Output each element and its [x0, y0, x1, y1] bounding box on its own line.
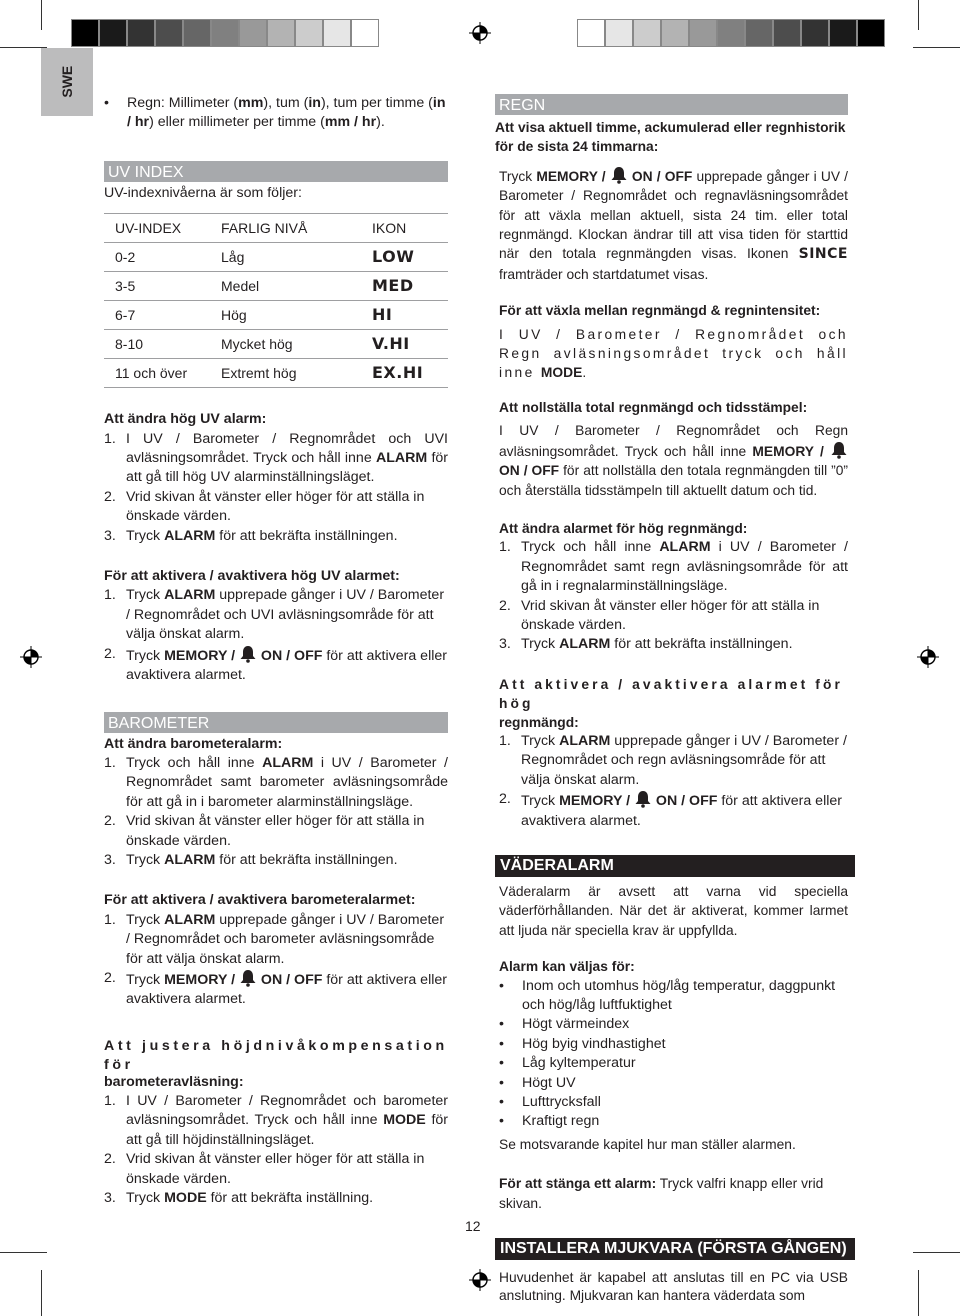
uv-index-table [104, 213, 448, 388]
table-row: 8-10 Mycket hög V.HI [104, 330, 448, 359]
registration-crosshair-icon [917, 646, 939, 668]
list-item: 2. Vrid skivan åt vänster eller höger för att ställa in önskade värden. [104, 1151, 425, 1187]
crop-mark [0, 1252, 47, 1253]
rain-switch-text: I UV / Barometer / Regnområdet och Regn avläsningsområdet tryck och håll inne MODE. [499, 326, 848, 381]
alarm-bell-icon [239, 969, 257, 987]
registration-crosshair-icon [469, 22, 491, 44]
uv-low-icon: LOW [372, 247, 415, 267]
uv-index-header: UV INDEX [104, 161, 448, 182]
registration-crosshair-icon [469, 1269, 491, 1291]
crop-mark [913, 1252, 960, 1253]
altitude-steps [104, 1092, 448, 1208]
altitude-title-line2: barometeravläsning: [104, 1073, 244, 1090]
right-column [495, 94, 848, 1304]
list-item: 2. Vrid skivan åt vänster eller höger för att ställa in önskade värden. [104, 488, 425, 525]
list-item: 1. Tryck ALARM upprepade gånger i UV / Barometer / Regnområdet och regn avläsningsområde för att välja önskat alarm. [499, 732, 847, 788]
table-row: 11 och över Extremt hög EX.HI [104, 359, 448, 388]
rain-toggle-steps [495, 732, 848, 831]
rain-reset-text: I UV / Barometer / Regnområdet och Regn avläsningsområdet. Tryck och håll inne MEMORY / ON / OFF för att nollställa den totala regnmängden till ”0” och återställa tidsstämpeln till aktuellt datum och tid. [499, 423, 848, 498]
weather-alarm-list-title: Alarm kan väljas för: [499, 959, 635, 975]
registration-crosshair-icon [20, 646, 42, 668]
crop-mark [41, 0, 42, 30]
uv-very-high-icon: V.HI [372, 334, 410, 354]
list-item: • Inom och utomhus hög/låg temperatur, daggpunkt och hög/låg luftfuktighet [499, 977, 836, 1014]
list-item: 1. Tryck ALARM upprepade gånger i UV / Barometer / Regnområdet och barometer avläsningsområde för att välja önskat alarm. [104, 911, 445, 967]
since-icon: SINCE [798, 246, 848, 263]
rain-view-paragraph: Tryck MEMORY / ON / OFF upprepade gånger i UV / Barometer / Regnområdet och regnavläsningsområdet för att växla mellan aktuell, sista 24 tim. eller total regnmängd. Klockan ändrar till att visa tiden för starttid när den totala regnmängden visas. Ikonen SINCE framträder och startdatumet visas. [495, 166, 848, 284]
list-item: 1. Tryck ALARM upprepade gånger i UV / Barometer / Regnområdet och UVI avläsningsområde för att välja önskat alarm. [104, 587, 445, 643]
rain-reset-title: Att nollställa total regnmängd och tidsstämpel: [499, 399, 808, 415]
crop-mark [0, 47, 47, 48]
list-item: 3. Tryck MODE för att bekräfta inställning. [104, 1190, 374, 1207]
barometer-header: BAROMETER [104, 712, 448, 733]
list-item: 1. Tryck och håll inne ALARM i UV / Barometer / Regnområdet samt barometer avläsningsområde för att gå in i barometer alarminställningsläge. [104, 754, 449, 810]
weather-alarm-list [495, 977, 848, 1132]
registration-color-bar-left [71, 19, 379, 47]
list-item: 2. Vrid skivan åt vänster eller höger för att ställa in önskade värden. [104, 813, 425, 849]
uv-extreme-icon: EX.HI [372, 363, 424, 383]
rain-toggle-title: Att aktivera / avaktivera alarmet för hög [499, 676, 843, 712]
crop-mark [918, 0, 919, 30]
uv-medium-icon: MED [372, 276, 414, 296]
barometer-toggle-steps [104, 911, 448, 1010]
alarm-bell-icon [634, 790, 652, 808]
list-item: 2. Tryck MEMORY / ON / OFF för att aktivera eller avaktivera alarmet. [104, 969, 447, 1008]
list-item: 1. I UV / Barometer / Regnområdet och UVI avläsningsområdet. Tryck och håll inne ALARM för att gå till hög UV alarminställningsläget. [104, 430, 449, 486]
barometer-alarm-steps [104, 754, 448, 870]
list-item: 2. Tryck MEMORY / ON / OFF för att aktivera eller avaktivera alarmet. [104, 645, 447, 684]
crop-mark [913, 47, 960, 48]
table-header-row: UV-INDEX FARLIG NIVÅ IKON [104, 214, 448, 243]
list-item: 1. Tryck och håll inne ALARM i UV / Barometer / Regnområdet samt regn avläsningsområde för att gå in i regnalarminställningsläge. [499, 539, 848, 595]
weather-alarm-intro: Väderalarm är avsett att varna vid speciella väderförhållanden. När det är aktiverat, kommer larmet att ljuda när speciella krav är uppfyllda. [499, 884, 848, 938]
uv-toggle-title: För att aktivera / avaktivera hög UV alarmet: [104, 568, 400, 585]
list-item: 2. Vrid skivan åt vänster eller höger för att ställa in önskade värden. [499, 597, 820, 633]
table-row: 6-7 Hög HI [104, 301, 448, 330]
left-column [104, 94, 448, 1208]
list-item: • Kraftigt regn [499, 1113, 600, 1130]
language-tab [41, 48, 93, 116]
registration-color-bar-right [577, 19, 885, 47]
alarm-bell-icon [830, 441, 848, 459]
units-bullet: • Regn: Millimeter (mm), tum (in), tum per timme (in / hr) eller millimeter per timme (mm / hr). [104, 95, 446, 131]
uv-toggle-steps [104, 586, 448, 685]
list-item: 1. I UV / Barometer / Regnområdet och barometer avläsningsområdet. Tryck och håll inne MODE för att gå till höjdinställningsläget. [104, 1093, 449, 1148]
list-item: 3. Tryck ALARM för att bekräfta inställningen. [104, 527, 398, 544]
barometer-toggle-title: För att aktivera / avaktivera barometeralarmet: [104, 892, 416, 909]
crop-mark [918, 1270, 919, 1316]
alarm-bell-icon [239, 645, 257, 663]
install-software-header: INSTALLERA MJUKVARA (FÖRSTA GÅNGEN) [495, 1238, 855, 1260]
rain-alarm-steps [495, 538, 848, 654]
altitude-title: Att justera höjdnivåkompensation för [104, 1037, 448, 1074]
uv-high-icon: HI [372, 305, 393, 325]
list-item: • Högt värmeindex [499, 1016, 630, 1033]
list-item: • Hög byig vindhastighet [499, 1035, 666, 1052]
rain-lead: Att visa aktuell timme, ackumulerad eller regnhistorik för de sista 24 timmarna: [495, 120, 846, 155]
alarm-bell-icon [610, 166, 628, 184]
crop-mark [41, 1270, 42, 1316]
uv-alarm-title: Att ändra hög UV alarm: [104, 411, 267, 428]
list-item: 2. Tryck MEMORY / ON / OFF för att aktivera eller avaktivera alarmet. [499, 791, 842, 829]
rain-switch-title: För att växla mellan regnmängd & regnintensitet: [499, 303, 821, 319]
table-row: 0-2 Låg LOW [104, 243, 448, 272]
list-item: • Lufttrycksfall [499, 1094, 601, 1111]
rain-header: REGN [495, 94, 848, 115]
list-item: 3. Tryck ALARM för att bekräfta inställningen. [104, 851, 398, 868]
barometer-alarm-title: Att ändra barometeralarm: [104, 735, 283, 752]
language-tab-label: SWE [59, 66, 76, 98]
page-number: 12 [465, 1218, 481, 1234]
weather-alarm-stop: För att stänga ett alarm: Tryck valfri knapp eller vrid skivan. [499, 1176, 824, 1211]
uv-alarm-steps [104, 430, 448, 546]
list-item: • Låg kyltemperatur [499, 1055, 636, 1072]
table-row: 3-5 Medel MED [104, 272, 448, 301]
list-item: 3. Tryck ALARM för att bekräfta inställningen. [499, 636, 793, 653]
weather-alarm-header: VÄDERALARM [495, 855, 855, 877]
weather-alarm-see-also: Se motsvarande kapitel hur man ställer alarmen. [499, 1136, 796, 1152]
uv-index-intro: UV-indexnivåerna är som följer: [104, 184, 302, 201]
list-item: • Högt UV [499, 1074, 576, 1091]
rain-toggle-title-line2: regnmängd: [499, 714, 579, 730]
rain-alarm-title: Att ändra alarmet för hög regnmängd: [499, 520, 748, 536]
install-software-text: Huvudenhet är kapabel att anslutas till en PC via USB anslutning. Mjukvaran kan hantera väderdata som [499, 1270, 848, 1303]
